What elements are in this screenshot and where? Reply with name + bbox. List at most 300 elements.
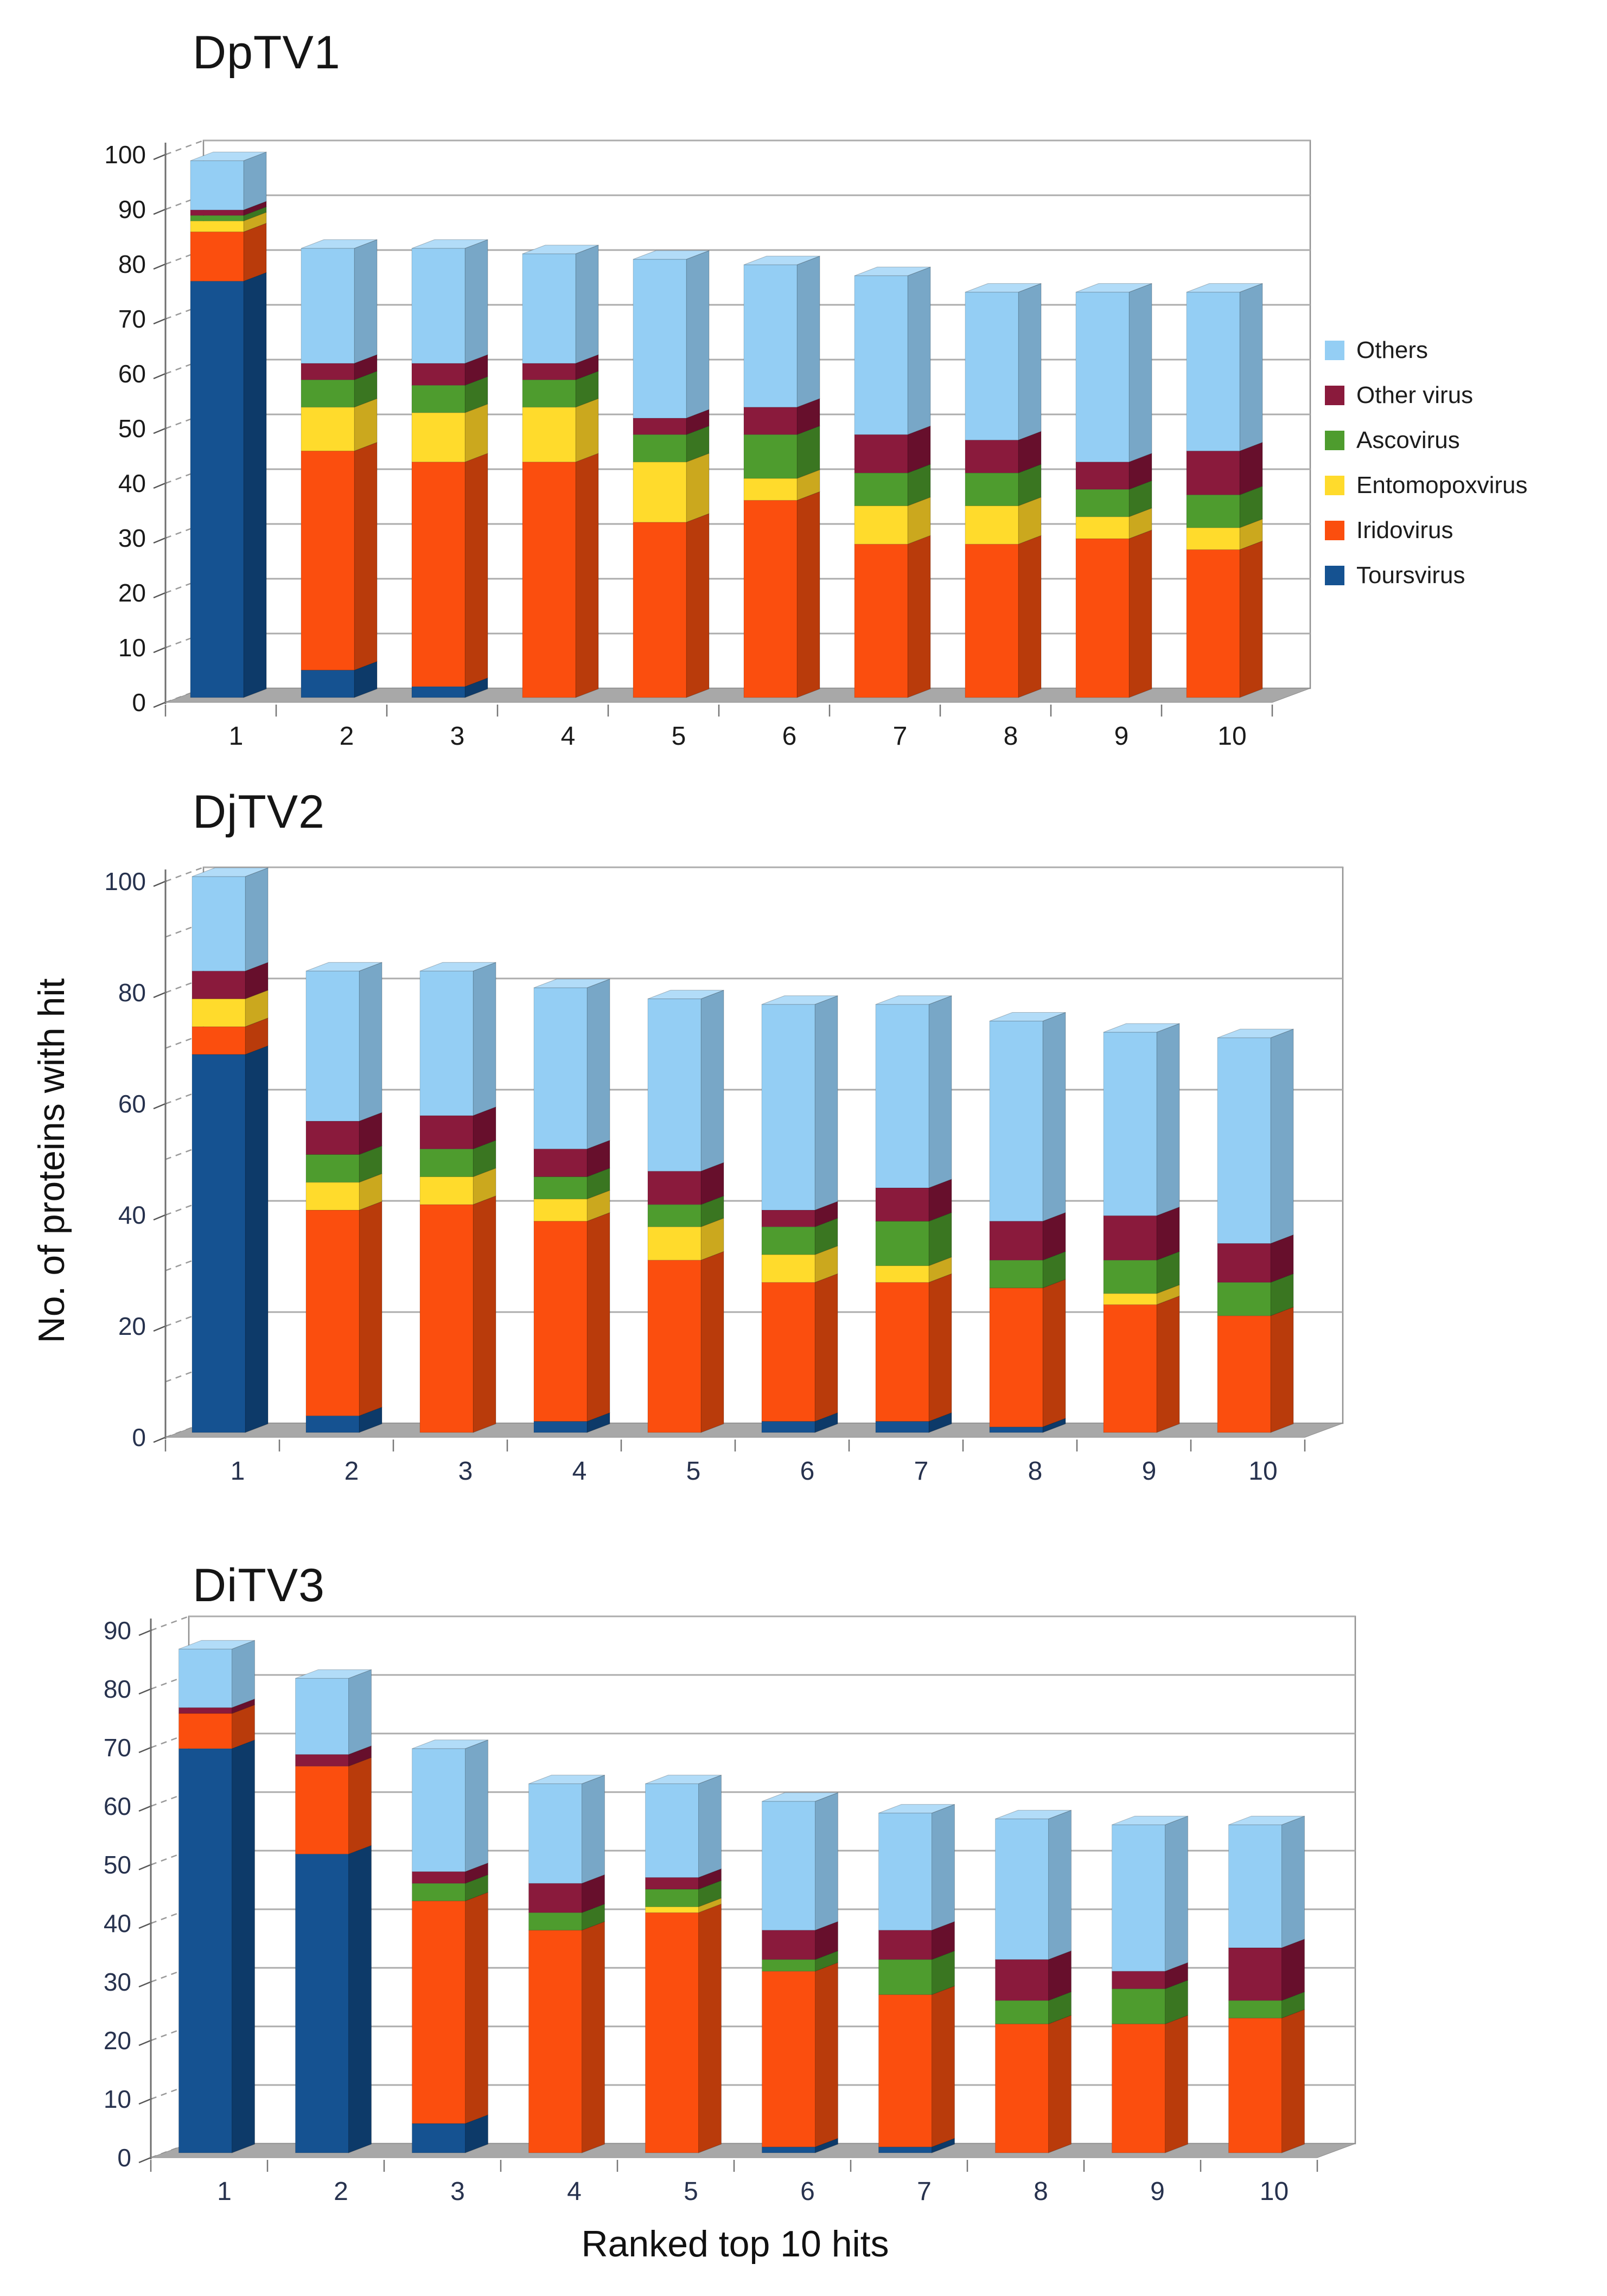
bar-segment: [522, 380, 576, 407]
bar-segment: [744, 434, 797, 478]
y-axis-tick: [154, 154, 167, 159]
bar-segment: [420, 1116, 473, 1149]
y-tick-label: 70: [103, 1734, 131, 1762]
y-axis-tick: [154, 992, 167, 997]
bar-segment-side: [245, 1046, 268, 1432]
bar-segment: [854, 506, 908, 545]
y-tick-label: 100: [104, 140, 146, 169]
bar-segment: [534, 1422, 587, 1433]
y-axis-tick: [154, 1103, 167, 1109]
legend-label: Iridovirus: [1356, 517, 1453, 543]
bar-segment-side: [1271, 1029, 1293, 1243]
bar-segment-side: [1043, 1013, 1066, 1221]
bar-segment: [633, 462, 686, 522]
bar-segment: [762, 1210, 815, 1227]
bar-segment: [879, 2147, 932, 2153]
bar-segment-side: [349, 1757, 372, 1854]
bar-segment: [192, 877, 245, 971]
bar-segment: [1187, 495, 1240, 528]
bar-segment: [990, 1260, 1043, 1288]
legend-item-ascovirus: [1325, 425, 1527, 456]
bar-segment: [996, 1819, 1049, 1959]
bar-segment-side: [908, 267, 930, 434]
bar-segment: [190, 161, 244, 210]
bar-segment-side: [473, 962, 496, 1116]
legend-swatch-toursvirus: [1325, 566, 1344, 585]
bar-segment: [412, 1749, 465, 1872]
bar-segment: [1217, 1244, 1271, 1283]
bar-segment: [762, 1282, 815, 1421]
bar-segment-side: [815, 1793, 838, 1930]
bar-segment-side: [1282, 1939, 1305, 2000]
bar-segment: [646, 1877, 699, 1889]
y-axis-tick: [154, 428, 167, 433]
y-tick-label: 40: [103, 1909, 131, 1937]
bar-segment-side: [1240, 284, 1262, 451]
legend-item-others: [1325, 335, 1527, 366]
bar-segment-side: [359, 962, 382, 1121]
bar-segment: [534, 1199, 587, 1221]
x-category-label: 9: [1150, 2177, 1165, 2206]
bar-segment: [633, 418, 686, 434]
legend-swatch-ascovirus: [1325, 431, 1344, 450]
y-tick-label: 80: [103, 1675, 131, 1703]
bar-segment: [648, 999, 701, 1172]
bar-segment-side: [701, 990, 724, 1172]
bar-segment: [301, 363, 354, 380]
y-axis-tick: [154, 592, 167, 598]
bar-segment: [762, 1422, 815, 1433]
x-category-label: 2: [344, 1457, 359, 1486]
y-tick-label: 40: [118, 1201, 146, 1229]
bar-segment-side: [465, 240, 488, 363]
bar-segment-side: [1165, 1816, 1188, 1971]
legend-item-entomopoxvirus: [1325, 470, 1527, 501]
bar-segment: [1187, 451, 1240, 495]
y-tick-label: 20: [118, 1312, 146, 1340]
bar-segment-side: [1240, 443, 1262, 495]
y-tick-label: 10: [103, 2085, 131, 2113]
bar-segment-side: [244, 223, 266, 282]
bar-segment: [633, 522, 686, 698]
bar-segment: [646, 1889, 699, 1907]
bar-segment: [854, 276, 908, 434]
bar-segment: [648, 1171, 701, 1205]
bar-segment: [179, 1707, 232, 1713]
y-axis-tick: [154, 264, 167, 269]
bar-segment-side: [576, 245, 598, 363]
bar-segment: [1229, 2000, 1282, 2018]
bar-segment-side: [686, 514, 709, 698]
bar-segment-side: [699, 1775, 722, 1878]
bar-segment-side: [473, 1196, 496, 1432]
bar-segment: [412, 1883, 465, 1901]
y-tick-label: 0: [117, 2144, 131, 2172]
bar-segment-side: [359, 1201, 382, 1416]
x-category-label: 10: [1259, 2177, 1289, 2206]
bar-segment-side: [587, 979, 610, 1149]
bar-segment: [190, 215, 244, 221]
bar-segment: [1112, 1989, 1165, 2024]
bar-segment: [876, 1266, 929, 1283]
bar-segment: [744, 478, 797, 500]
bar-segment: [534, 988, 587, 1149]
x-category-label: 1: [217, 2177, 232, 2206]
bar-segment: [965, 473, 1018, 506]
bar-segment: [412, 2124, 465, 2153]
bar-segment-side: [232, 1740, 255, 2153]
bar-segment-side: [576, 453, 598, 698]
y-axis-tick: [154, 373, 167, 379]
y-tick-label: 20: [103, 2026, 131, 2055]
bar-segment-side: [576, 399, 598, 462]
bar-segment: [190, 281, 244, 698]
bar-segment: [412, 687, 465, 698]
x-category-label: 9: [1114, 722, 1129, 751]
bar-segment: [1076, 489, 1129, 517]
bar-segment: [529, 1784, 582, 1884]
bar-segment-side: [797, 426, 820, 478]
bar-segment: [179, 1749, 232, 2153]
bar-segment: [306, 1182, 359, 1210]
legend-label: Toursvirus: [1356, 562, 1465, 589]
bar-segment-side: [699, 1904, 722, 2153]
bar-segment: [179, 1713, 232, 1749]
bar-segment-side: [929, 1274, 952, 1421]
bar-segment: [1112, 1825, 1165, 1971]
bar-segment: [876, 1005, 929, 1188]
bar-segment: [762, 2147, 815, 2153]
bar-segment-side: [354, 399, 377, 451]
x-category-label: 3: [450, 722, 465, 751]
x-category-label: 10: [1217, 722, 1247, 751]
bar-segment: [876, 1221, 929, 1266]
bar-segment-side: [354, 443, 377, 670]
bar-segment: [876, 1282, 929, 1421]
bar-segment: [534, 1177, 587, 1199]
bar-segment-side: [465, 404, 488, 462]
bar-segment: [1104, 1304, 1157, 1432]
bar-segment: [190, 221, 244, 232]
bar-segment: [412, 1901, 465, 2124]
x-category-label: 2: [339, 722, 354, 751]
bar-segment: [192, 971, 245, 999]
y-tick-label: 100: [104, 867, 146, 896]
legend-swatch-others: [1325, 341, 1344, 360]
bar-segment-side: [815, 996, 838, 1210]
bar-segment: [854, 473, 908, 506]
bar-segment: [1217, 1038, 1271, 1243]
bar-segment: [646, 1913, 699, 2153]
bar-segment: [762, 1255, 815, 1282]
y-tick-label: 40: [118, 469, 146, 497]
bar-segment: [192, 999, 245, 1027]
bar-segment-side: [465, 1740, 488, 1872]
bar-segment-side: [701, 1251, 724, 1432]
bar-segment: [301, 248, 354, 363]
bar-segment: [1229, 2018, 1282, 2153]
y-axis-tick: [154, 881, 167, 886]
x-category-label: 4: [572, 1457, 587, 1486]
bar-segment: [306, 1416, 359, 1432]
x-category-label: 6: [782, 722, 797, 751]
y-axis-tick: [139, 1806, 152, 1811]
y-tick-label: 10: [118, 634, 146, 662]
bar-segment: [965, 440, 1018, 473]
bar-segment: [1229, 1948, 1282, 2000]
y-axis-tick: [154, 318, 167, 324]
x-category-label: 8: [1034, 2177, 1048, 2206]
y-tick-label: 20: [118, 579, 146, 607]
bar-segment-side: [797, 256, 820, 407]
chart-title-ditv3: DiTV3: [193, 1559, 325, 1611]
bar-segment-side: [929, 996, 952, 1188]
bar-segment-side: [908, 535, 930, 698]
bar-segment: [996, 2024, 1049, 2153]
bar-segment: [996, 2000, 1049, 2024]
legend-item-iridovirus: [1325, 515, 1527, 546]
bar-segment: [965, 292, 1018, 440]
legend-item-other-virus: [1325, 380, 1527, 411]
bar-segment: [301, 407, 354, 451]
bar-segment: [1217, 1316, 1271, 1432]
bar-segment-side: [465, 1892, 488, 2124]
y-tick-label: 70: [118, 305, 146, 333]
bar-segment: [990, 1427, 1043, 1432]
x-category-label: 3: [450, 2177, 465, 2206]
bar-segment: [534, 1149, 587, 1176]
bar-segment: [646, 1907, 699, 1913]
bar-segment: [522, 363, 576, 380]
bar-segment-side: [1157, 1296, 1179, 1432]
bar-segment-side: [587, 1213, 610, 1422]
y-axis-tick: [154, 209, 167, 214]
bar-segment: [192, 1054, 245, 1432]
bar-segment: [306, 971, 359, 1121]
bar-segment: [633, 434, 686, 462]
bar-segment: [306, 1210, 359, 1416]
bar-segment: [296, 1854, 349, 2153]
bar-segment-side: [582, 1775, 605, 1884]
x-category-label: 4: [567, 2177, 582, 2206]
bar-segment: [633, 259, 686, 418]
bar-segment: [762, 1960, 815, 1972]
bar-segment: [876, 1188, 929, 1221]
bar-segment: [420, 1177, 473, 1205]
legend-label: Other virus: [1356, 382, 1474, 408]
bar-segment: [1187, 549, 1240, 698]
bar-segment-side: [349, 1670, 372, 1754]
bar-segment-side: [932, 1805, 955, 1930]
bar-segment: [522, 462, 576, 698]
bar-segment: [412, 363, 465, 385]
y-axis-tick: [154, 1437, 167, 1442]
y-axis-tick: [154, 1326, 167, 1331]
bar-segment: [965, 506, 1018, 545]
bar-segment-side: [1271, 1307, 1293, 1432]
bar-segment: [301, 380, 354, 407]
bar-segment: [190, 232, 244, 282]
y-axis-tick: [139, 1630, 152, 1635]
x-category-label: 9: [1142, 1457, 1157, 1486]
bar-segment: [965, 544, 1018, 698]
bar-segment-side: [1049, 1810, 1072, 1959]
y-axis-tick: [139, 2099, 152, 2104]
bar-segment-side: [1282, 1816, 1305, 1948]
bar-segment: [996, 1960, 1049, 2001]
x-category-label: 5: [671, 722, 686, 751]
y-axis-tick: [154, 702, 167, 707]
bar-segment-side: [232, 1640, 255, 1707]
bar-segment: [529, 1930, 582, 2153]
bar-segment-side: [932, 1986, 955, 2147]
x-category-label: 1: [230, 1457, 245, 1486]
bar-segment: [1112, 1971, 1165, 1988]
bar-segment-side: [1157, 1024, 1179, 1216]
bar-segment-side: [1018, 284, 1041, 440]
y-tick-label: 90: [103, 1616, 131, 1645]
bar-segment: [412, 462, 465, 687]
bar-segment: [306, 1155, 359, 1182]
bar-segment: [1076, 462, 1129, 490]
bar-segment-side: [686, 453, 709, 522]
bar-segment: [762, 1930, 815, 1960]
bar-segment: [1104, 1294, 1157, 1305]
bar-segment: [1076, 292, 1129, 462]
bar-segment: [412, 413, 465, 462]
bar-segment-side: [1018, 535, 1041, 698]
left-wall-depth-stub: [165, 140, 203, 155]
bar-segment: [301, 670, 354, 698]
bar-segment: [648, 1227, 701, 1261]
y-tick-label: 90: [118, 195, 146, 223]
y-axis-tick: [139, 1747, 152, 1753]
bar-segment: [1076, 517, 1129, 539]
x-category-label: 6: [800, 2177, 815, 2206]
y-tick-label: 60: [118, 360, 146, 388]
bar-segment-side: [1129, 284, 1152, 462]
bar-segment: [1217, 1282, 1271, 1316]
bar-segment-side: [244, 272, 266, 698]
bar-segment: [296, 1678, 349, 1754]
bar-segment-side: [1282, 2010, 1305, 2153]
x-category-label: 7: [917, 2177, 932, 2206]
bar-segment: [744, 500, 797, 698]
bar-segment-side: [815, 1962, 838, 2147]
bar-segment: [1104, 1260, 1157, 1294]
bar-segment-side: [1043, 1280, 1066, 1427]
bar-segment-side: [349, 1845, 372, 2153]
x-category-label: 5: [684, 2177, 698, 2206]
bar-segment: [876, 1422, 929, 1433]
x-axis-title: Ranked top 10 hits: [581, 2223, 889, 2265]
bar-segment: [879, 1930, 932, 1960]
y-axis-tick: [154, 647, 167, 653]
bar-segment: [522, 407, 576, 462]
bar-segment: [879, 1994, 932, 2147]
bar-segment-side: [354, 240, 377, 363]
x-category-label: 8: [1028, 1457, 1043, 1486]
legend-swatch-other-virus: [1325, 386, 1344, 405]
bar-segment: [296, 1755, 349, 1767]
y-axis-tick: [154, 1214, 167, 1220]
bar-segment: [762, 1227, 815, 1255]
bar-segment: [529, 1913, 582, 1930]
x-category-label: 10: [1248, 1457, 1278, 1486]
y-tick-label: 80: [118, 978, 146, 1007]
y-tick-label: 30: [118, 524, 146, 552]
bar-segment: [1076, 539, 1129, 698]
y-axis-tick: [139, 1689, 152, 1694]
bar-segment: [420, 971, 473, 1116]
y-axis-tick: [139, 1981, 152, 1987]
bar-segment: [1104, 1216, 1157, 1260]
bar-segment-side: [244, 152, 266, 210]
bar-segment-side: [929, 1213, 952, 1266]
y-axis-tick: [154, 483, 167, 488]
bar-segment: [1229, 1825, 1282, 1948]
left-wall-depth-stub: [151, 1616, 189, 1630]
bar-segment: [648, 1260, 701, 1432]
bar-segment: [522, 254, 576, 363]
bar-segment-side: [1165, 2015, 1188, 2153]
y-tick-label: 0: [132, 688, 146, 717]
y-tick-label: 80: [118, 250, 146, 278]
x-category-label: 8: [1003, 722, 1018, 751]
y-tick-label: 50: [103, 1851, 131, 1879]
chart-title-djtv2: DjTV2: [193, 786, 325, 838]
bar-segment: [1104, 1032, 1157, 1216]
x-category-label: 7: [892, 722, 908, 751]
bar-segment-side: [686, 251, 709, 418]
bar-segment: [412, 248, 465, 363]
bar-segment: [990, 1288, 1043, 1427]
y-axis-tick: [139, 1864, 152, 1870]
y-axis-tick: [139, 2040, 152, 2045]
y-tick-label: 50: [118, 414, 146, 443]
bar-segment: [646, 1784, 699, 1878]
legend-item-toursvirus: [1325, 560, 1527, 591]
bar-segment: [412, 1872, 465, 1884]
bar-segment: [879, 1960, 932, 1995]
x-category-label: 4: [560, 722, 576, 751]
x-category-label: 7: [914, 1457, 929, 1486]
bar-segment-side: [1049, 2015, 1072, 2153]
y-axis-title: No. of proteins with hit: [31, 978, 72, 1344]
y-tick-label: 30: [103, 1968, 131, 1996]
legend: [1325, 335, 1527, 605]
bar-segment: [1112, 2024, 1165, 2153]
y-axis-tick: [139, 1923, 152, 1928]
x-category-label: 5: [686, 1457, 701, 1486]
bar-segment: [420, 1149, 473, 1176]
bar-segment: [744, 265, 797, 407]
y-axis-tick: [139, 2157, 152, 2163]
x-category-label: 1: [228, 722, 244, 751]
bar-segment-side: [815, 1274, 838, 1421]
legend-swatch-entomopoxvirus: [1325, 476, 1344, 495]
bar-segment: [762, 1801, 815, 1930]
bar-segment: [301, 451, 354, 670]
bar-segment-side: [797, 491, 820, 698]
bar-segment: [179, 1649, 232, 1707]
bar-segment-side: [582, 1922, 605, 2153]
bar-segment: [854, 434, 908, 473]
bar-segment: [420, 1205, 473, 1432]
chart-title-dptv1: DpTV1: [193, 27, 341, 79]
bar-segment: [412, 385, 465, 413]
bar-segment-side: [1129, 530, 1152, 698]
